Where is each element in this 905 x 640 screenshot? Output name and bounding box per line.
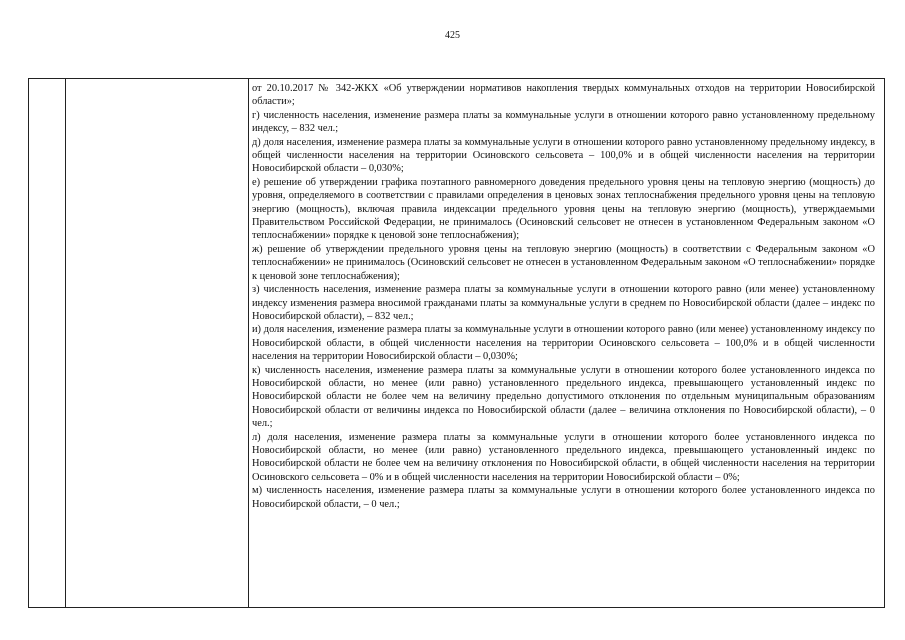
- page-number: 425: [445, 30, 460, 41]
- column-divider: [248, 79, 249, 607]
- paragraph: м) численность населения, изменение размера платы за коммунальные услуги в отношении которого более установленного индекса по Новосибирской области, – 0 чел.;: [252, 485, 875, 510]
- paragraph: л) доля населения, изменение размера платы за коммунальные услуги в отношении которого более установленного индекса по Новосибирской области, но менее (или равно) установленного предельного индекса, превышающего установленный индекс по Новосибирской области не более чем на величину отклонения по Новосибирской области, в общей численности населения на территории Осиновского сельсовета – 0% и в общей численности населения на территории Новосибирской области – 0%;: [252, 431, 875, 483]
- paragraph: г) численность населения, изменение размера платы за коммунальные услуги в отношении которого равно установленному предельному индексу, – 832 чел.;: [252, 109, 875, 135]
- paragraph: и) доля населения, изменение размера платы за коммунальные услуги в отношении которого равно (или менее) установленному индексу по Новосибирской области, в общей численности населения на территории Осиновского сельсовета – 100,0% и в общей численности населения на территории Новосибирской области – 0,030%;: [252, 324, 875, 363]
- paragraph: з) численность населения, изменение размера платы за коммунальные услуги в отношении которого равно (или менее) установленному индексу изменения размера вносимой гражданами платы за коммунальные услуги в среднем по Новосибирской области (далее – индекс по Новосибирской области), – 832 чел.;: [252, 284, 875, 322]
- paragraph: от 20.10.2017 № 342-ЖКХ «Об утверждении нормативов накопления твердых коммунальных отходов на территории Новосибирской области»;: [252, 83, 875, 108]
- paragraph: е) решение об утверждении графика поэтапного равномерного доведения предельного уровня цены на тепловую энергию (мощность) до уровня, определяемого в соответствии с правилами определения в ценовых зонах теплоснабжения предельного уровня цены на тепловую энергию (мощность), включая правила индексации предельного уровня цены на тепловую энергию (мощность), утверждаемыми Правительством Российской Федерации, не принималось (Осиновский сельсовет не отнесен в установленном Федеральным законом «О теплоснабжении» порядке к ценовой зоне теплоснабжения);: [252, 176, 875, 242]
- column-divider: [65, 79, 66, 607]
- document-table: [28, 78, 885, 608]
- paragraph: к) численность населения, изменение размера платы за коммунальные услуги в отношении которого более установленного индекса по Новосибирской области, но менее (или равно) установленного предельного индекса, превышающего установленный индекс по Новосибирской области не более чем на величину предельно допустимого отклонения по отдельным муниципальным образованиям Новосибирской области от величины индекса по Новосибирской области (далее – величина отклонения по Новосибирской области), – 0 чел.;: [252, 364, 875, 430]
- table-text-cell: [252, 82, 875, 511]
- paragraph: д) доля населения, изменение размера платы за коммунальные услуги в отношении которого равно установленному предельному индексу, в общей численности населения на территории Осиновского сельсовета – 100,0% и в общей численности населения на территории Новосибирской области – 0,030%;: [252, 136, 875, 175]
- paragraph: ж) решение об утверждении предельного уровня цены на тепловую энергию (мощность) в соответствии с Федеральным законом «О теплоснабжении» не принималось (Осиновский сельсовет не отнесен в установленном Федеральным законом «О теплоснабжении» порядке к ценовой зоне теплоснабжения);: [252, 243, 875, 282]
